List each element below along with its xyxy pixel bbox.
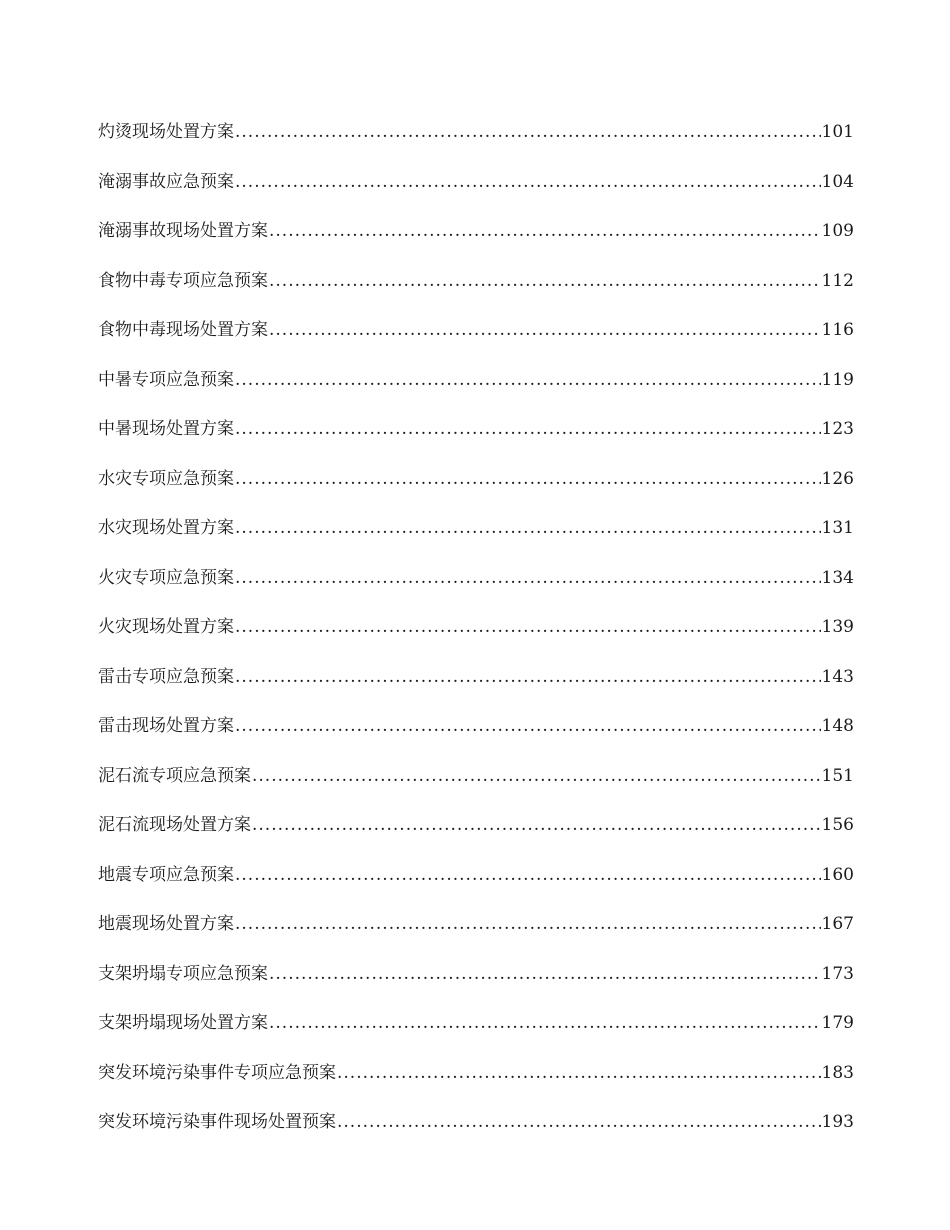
toc-dot-leader (235, 713, 821, 739)
toc-dot-leader (269, 961, 821, 987)
toc-entry-title: 火灾现场处置方案 (98, 617, 234, 637)
toc-dot-leader (337, 1109, 821, 1135)
toc-entry-page: 119 (821, 369, 854, 390)
toc-dot-leader (235, 169, 821, 195)
toc-entry-title: 火灾专项应急预案 (98, 567, 234, 588)
toc-entry[interactable] (98, 466, 854, 516)
toc-entry-title: 支架坍塌专项应急预案 (98, 963, 268, 984)
toc-entry-page: 101 (821, 122, 854, 142)
toc-entry-page: 116 (821, 320, 854, 340)
toc-entry-page: 160 (821, 864, 854, 885)
toc-entry-page: 134 (821, 567, 854, 588)
toc-entry-page: 126 (821, 468, 854, 489)
toc-dot-leader (269, 1010, 821, 1036)
toc-dot-leader (269, 218, 821, 244)
toc-entry[interactable] (98, 664, 854, 714)
toc-entry-page: 151 (821, 765, 854, 786)
toc-entry[interactable] (98, 1060, 854, 1110)
toc-entry-page: 104 (821, 171, 854, 192)
toc-entry[interactable] (98, 169, 854, 219)
toc-entry-title: 地震专项应急预案 (98, 864, 234, 885)
toc-entry[interactable] (98, 515, 854, 565)
toc-entry-title: 水灾现场处置方案 (98, 518, 234, 538)
toc-entry-title: 灼烫现场处置方案 (98, 122, 234, 142)
toc-entry-title: 淹溺事故应急预案 (98, 171, 234, 192)
toc-entry-title: 地震现场处置方案 (98, 914, 234, 934)
toc-entry-title: 食物中毒专项应急预案 (98, 270, 268, 291)
toc-dot-leader (269, 268, 821, 294)
toc-dot-leader (235, 515, 821, 541)
toc-entry-page: 112 (821, 270, 854, 291)
toc-entry-page: 143 (821, 666, 854, 687)
toc-dot-leader (252, 812, 821, 838)
toc-entry[interactable] (98, 1109, 854, 1159)
toc-entry-page: 167 (821, 914, 854, 934)
toc-entry[interactable] (98, 713, 854, 763)
toc-entry-title: 雷击专项应急预案 (98, 666, 234, 687)
toc-entry[interactable] (98, 565, 854, 615)
toc-entry-page: 139 (821, 617, 854, 637)
toc-entry-title: 中暑专项应急预案 (98, 369, 234, 390)
toc-dot-leader (235, 664, 821, 690)
toc-dot-leader (235, 862, 821, 888)
toc-entry[interactable] (98, 268, 854, 318)
toc-entry[interactable] (98, 119, 854, 169)
toc-dot-leader (235, 416, 821, 442)
table-of-contents (98, 119, 854, 1159)
toc-dot-leader (269, 317, 821, 343)
toc-dot-leader (337, 1060, 821, 1086)
toc-dot-leader (235, 614, 821, 640)
toc-entry[interactable] (98, 367, 854, 417)
toc-entry-page: 123 (821, 419, 854, 439)
toc-entry-page: 109 (821, 221, 854, 241)
toc-entry-page: 183 (821, 1062, 854, 1083)
toc-entry[interactable] (98, 317, 854, 367)
toc-entry-title: 淹溺事故现场处置方案 (98, 221, 268, 241)
toc-entry[interactable] (98, 218, 854, 268)
toc-entry[interactable] (98, 911, 854, 961)
toc-entry[interactable] (98, 1010, 854, 1060)
toc-entry-title: 雷击现场处置方案 (98, 716, 234, 736)
toc-dot-leader (235, 565, 821, 591)
toc-entry-title: 中暑现场处置方案 (98, 419, 234, 439)
toc-dot-leader (235, 119, 821, 145)
toc-entry-title: 水灾专项应急预案 (98, 468, 234, 489)
toc-entry-page: 148 (821, 716, 854, 736)
toc-entry-title: 食物中毒现场处置方案 (98, 320, 268, 340)
toc-dot-leader (235, 367, 821, 393)
toc-entry-title: 泥石流专项应急预案 (98, 765, 251, 786)
toc-entry-page: 179 (821, 1013, 854, 1033)
toc-entry[interactable] (98, 862, 854, 912)
toc-entry[interactable] (98, 812, 854, 862)
toc-entry[interactable] (98, 961, 854, 1011)
toc-entry[interactable] (98, 763, 854, 813)
toc-entry[interactable] (98, 614, 854, 664)
toc-entry-page: 173 (821, 963, 854, 984)
toc-entry-page: 156 (821, 815, 854, 835)
toc-dot-leader (252, 763, 821, 789)
toc-entry-title: 突发环境污染事件现场处置预案 (98, 1112, 336, 1132)
toc-entry-title: 泥石流现场处置方案 (98, 815, 251, 835)
toc-dot-leader (235, 466, 821, 492)
toc-entry-page: 131 (821, 518, 854, 538)
toc-entry-page: 193 (821, 1112, 854, 1132)
toc-dot-leader (235, 911, 821, 937)
toc-entry-title: 突发环境污染事件专项应急预案 (98, 1062, 336, 1083)
toc-entry[interactable] (98, 416, 854, 466)
toc-entry-title: 支架坍塌现场处置方案 (98, 1013, 268, 1033)
